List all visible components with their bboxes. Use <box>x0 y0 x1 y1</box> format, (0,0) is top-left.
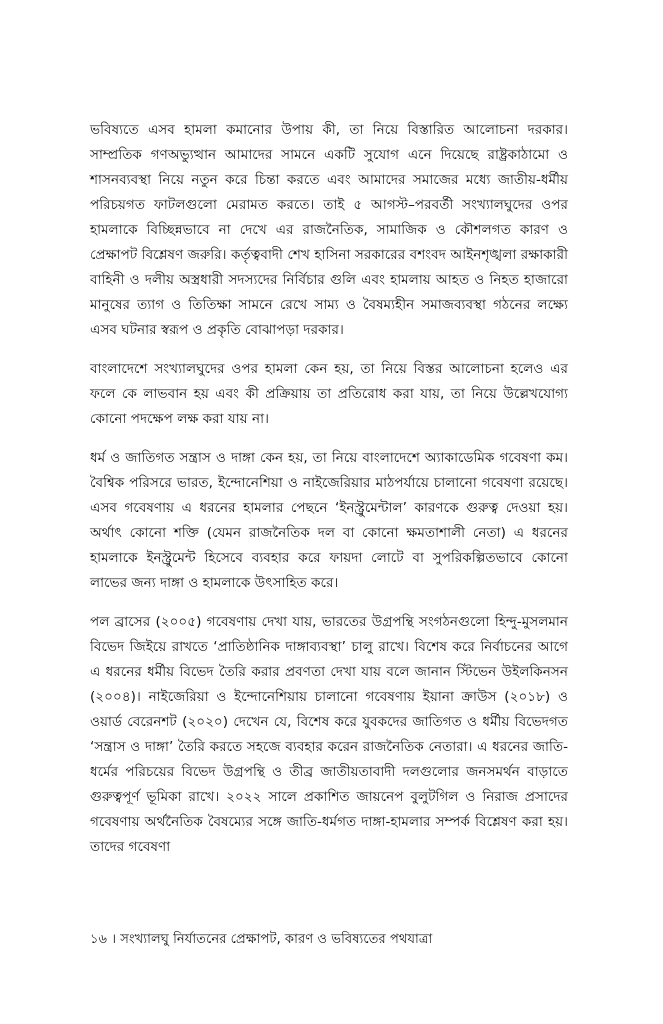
page-footer <box>90 930 568 950</box>
page-number: ১৬ <box>90 932 108 947</box>
running-title: সংখ্যালঘু নির্যাতনের প্রেক্ষাপট, কারণ ও ভবিষ্যতের পথযাত্রা <box>120 932 433 947</box>
paragraph-4: পল ব্রাসের (২০০৫) গবেষণায় দেখা যায়, ভারতের উগ্রপন্থি সংগঠনগুলো হিন্দু-মুসলমান বিভেদ জিইয়ে রাখতে ‘প্রাতিষ্ঠানিক দাঙ্গাব্যবস্থা’ চালু রাখে। বিশেষ করে নির্বাচনের আগে এ ধরনের ধর্মীয় বিভেদ তৈরি করার প্রবণতা দেখা যায় বলে জানান স্টিভেন উইলকিনসন (২০০৪)। নাইজেরিয়া ও ইন্দোনেশিয়ায় চালানো গবেষণায় ইয়ানা ক্রাউস (২০১৮) ও ওয়ার্ড বেরেনশট (২০২০) দেখেন যে, বিশেষ করে যুবকদের জাতিগত ও ধর্মীয় বিভেদগত ‘সন্ত্রাস ও দাঙ্গা’ তৈরি করতে সহজে ব্যবহার করেন রাজনৈতিক নেতারা। এ ধরনের জাতি-ধর্মের পরিচয়ের বিভেদ উগ্রপন্থি ও তীব্র জাতীয়তাবাদী দলগুলোর জনসমর্থন বাড়াতে গুরুত্বপূর্ণ ভূমিকা রাখে। ২০২২ সালে প্রকাশিত জায়নেপ বুলুটগিল ও নিরাজ প্রসাদের গবেষণায় অর্থনৈতিক বৈষম্যের সঙ্গে জাতি-ধর্মগত দাঙ্গা-হামলার সম্পর্ক বিশ্লেষণ করা হয়। তাদের গবেষণা <box>90 614 568 855</box>
body-text <box>90 118 568 874</box>
paragraph-3: ধর্ম ও জাতিগত সন্ত্রাস ও দাঙ্গা কেন হয়, তা নিয়ে বাংলাদেশে অ্যাকাডেমিক গবেষণা কম। বৈশ্বিক পরিসরে ভারত, ইন্দোনেশিয়া ও নাইজেরিয়ার মাঠপর্যায়ে চালানো গবেষণা রয়েছে। এসব গবেষণায় এ ধরনের হামলার পেছনে ‘ইনস্ট্রুমেন্টাল’ কারণকে গুরুত্ব দেওয়া হয়। অর্থাৎ কোনো শক্তি (যেমন রাজনৈতিক দল বা কোনো ক্ষমতাশালী নেতা) এ ধরনের হামলাকে ইনস্ট্রুমেন্ট হিসেবে ব্যবহার করে ফায়দা লোটে বা সুপরিকল্পিতভাবে কোনো লাভের জন্য দাঙ্গা ও হামলাকে উৎসাহিত করে। <box>90 450 568 591</box>
footer-separator: । <box>107 932 121 947</box>
paragraph-2: বাংলাদেশে সংখ্যালঘুদের ওপর হামলা কেন হয়, তা নিয়ে বিস্তর আলোচনা হলেও এর ফলে কে লাভবান হয় এবং কী প্রক্রিয়ায় তা প্রতিরোধ করা যায়, তা নিয়ে উল্লেখযোগ্য কোনো পদক্ষেপ লক্ষ করা যায় না। <box>90 361 568 427</box>
paragraph-1: ভবিষ্যতে এসব হামলা কমানোর উপায় কী, তা নিয়ে বিস্তারিত আলোচনা দরকার। সাম্প্রতিক গণঅভ্যুত্থান আমাদের সামনে একটি সুযোগ এনে দিয়েছে রাষ্ট্রকাঠামো ও শাসনব্যবস্থা নিয়ে নতুন করে চিন্তা করতে এবং আমাদের সমাজের মধ্যে জাতীয়-ধর্মীয় পরিচয়গত ফাটলগুলো মেরামত করতে। তাই ৫ আগস্ট–পরবর্তী সংখ্যালঘুদের ওপর হামলাকে বিচ্ছিন্নভাবে না দেখে এর রাজনৈতিক, সামাজিক ও কৌশলগত কারণ ও প্রেক্ষাপট বিশ্লেষণ জরুরি। কর্তৃত্ববাদী শেখ হাসিনা সরকারের বশংবদ আইনশৃঙ্খলা রক্ষাকারী বাহিনী ও দলীয় অস্ত্রধারী সদস্যদের নির্বিচার গুলি এবং হামলায় আহত ও নিহত হাজারো মানুষের ত্যাগ ও তিতিক্ষা সামনে রেখে সাম্য ও বৈষম্যহীন সমাজব্যবস্থা গঠনের লক্ষ্যে এসব ঘটনার স্বরূপ ও প্রকৃতি বোঝাপড়া দরকার। <box>90 122 568 338</box>
